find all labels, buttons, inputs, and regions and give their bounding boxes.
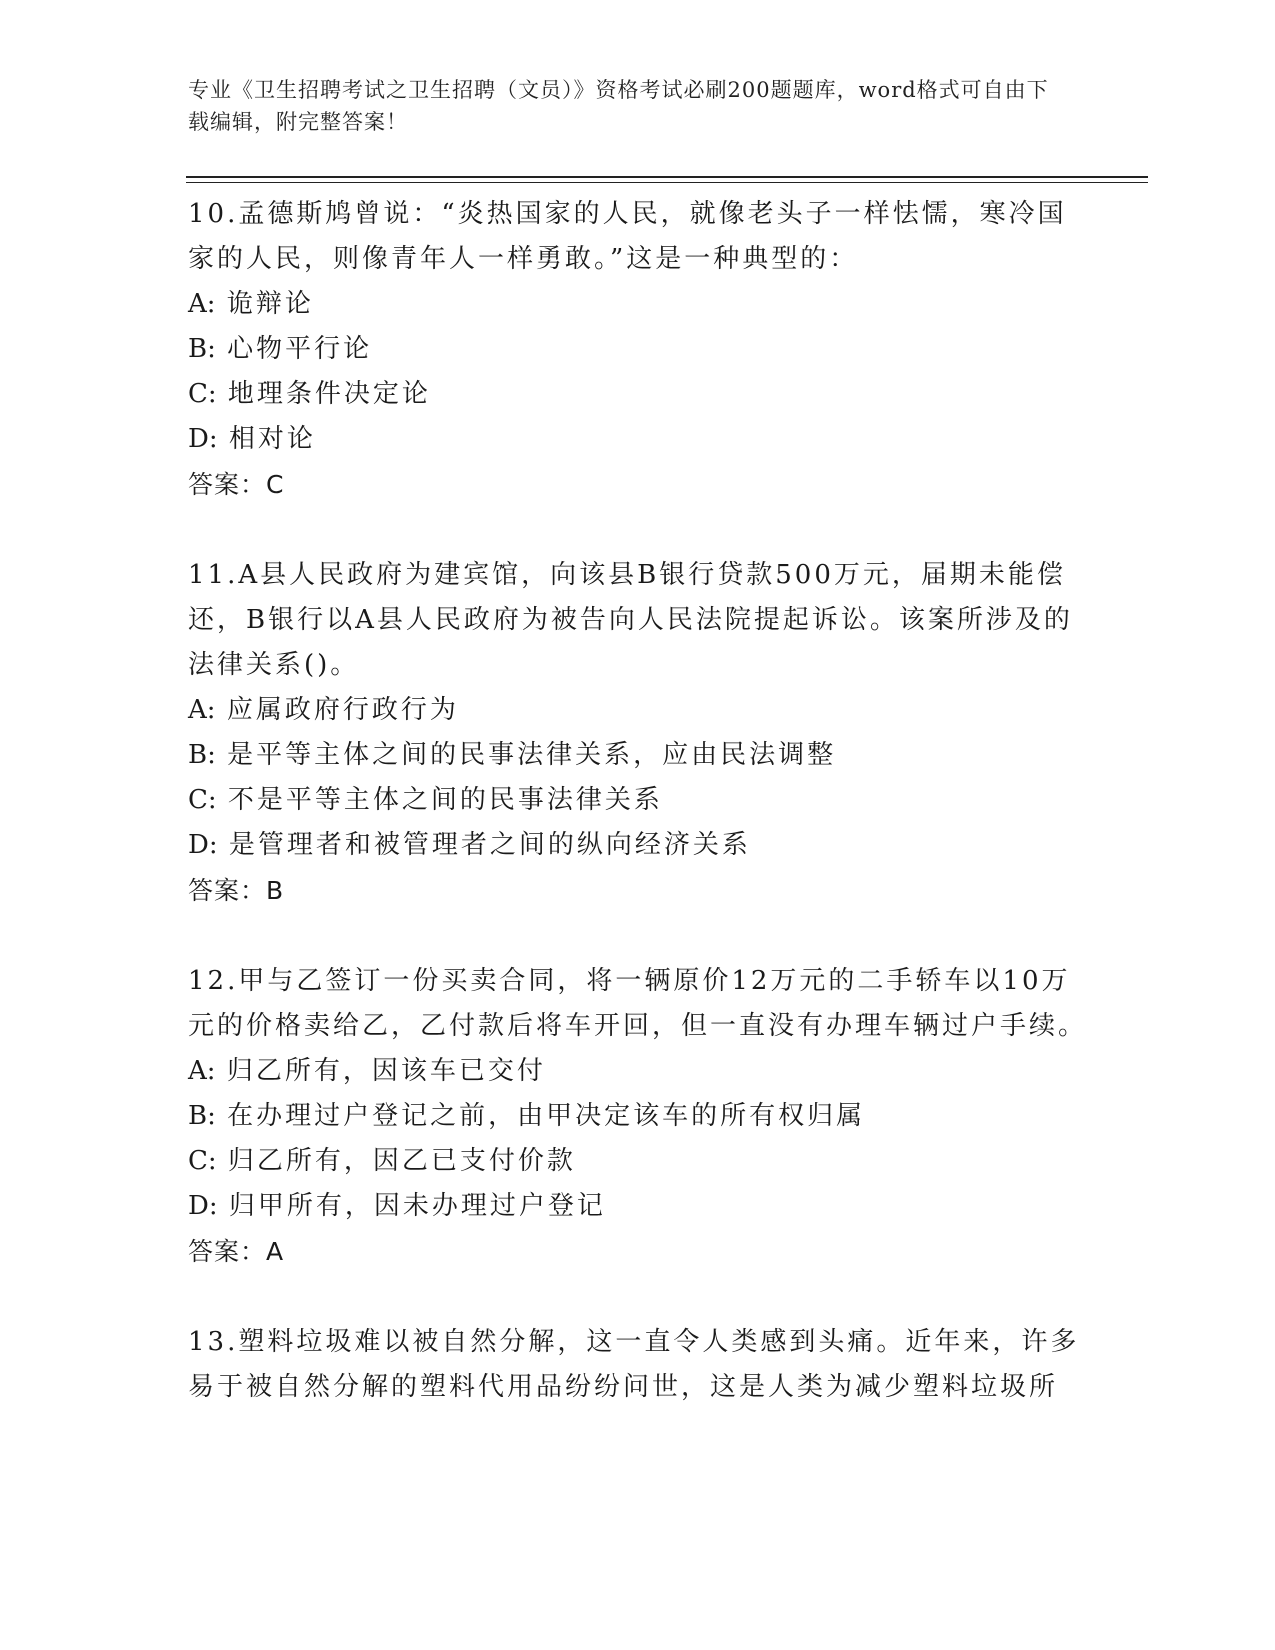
option-text: 归乙所有，因该车已交付 — [226, 1056, 546, 1086]
option-key: A: — [188, 289, 216, 319]
option-d — [188, 417, 1088, 462]
option-text: 应属政府行政行为 — [226, 695, 459, 725]
question-10 — [188, 192, 1088, 507]
option-text: 归甲所有，因未办理过户登记 — [228, 1191, 606, 1221]
option-text: 相对论 — [228, 424, 316, 454]
answer-line: 答案：A — [188, 1237, 285, 1266]
option-key: D: — [188, 424, 218, 454]
option-text: 在办理过户登记之前，由甲决定该车的所有权归属 — [227, 1101, 866, 1131]
question-12 — [188, 959, 1088, 1274]
option-key: C: — [188, 785, 217, 815]
option-d — [188, 823, 1088, 868]
option-key: A: — [188, 695, 216, 725]
option-key: B: — [188, 1101, 216, 1131]
document-header: 专业《卫生招聘考试之卫生招聘（文员）》资格考试必刷200题题库，word格式可自由下载编辑，附完整答案！ — [188, 78, 1049, 134]
option-d — [188, 1184, 1088, 1229]
option-text: 不是平等主体之间的民事法律关系 — [227, 785, 663, 815]
option-text: 心物平行论 — [227, 334, 373, 364]
question-stem: 12.甲与乙签订一份买卖合同，将一辆原价12万元的二手轿车以10万元的价格卖给乙，乙付款后将车开回，但一直没有办理车辆过户手续。 — [188, 966, 1088, 1041]
option-key: D: — [188, 1191, 218, 1221]
question-13 — [188, 1320, 1088, 1410]
option-b — [188, 733, 1088, 778]
option-b — [188, 1094, 1088, 1139]
option-key: D: — [188, 830, 218, 860]
option-text: 归乙所有，因乙已支付价款 — [227, 1146, 576, 1176]
option-c — [188, 372, 1088, 417]
option-key: C: — [188, 379, 217, 409]
option-key: C: — [188, 1146, 217, 1176]
option-b — [188, 327, 1088, 372]
question-stem: 10.孟德斯鸠曾说：“炎热国家的人民，就像老头子一样怯懦，寒冷国家的人民，则像青年人一样勇敢。”这是一种典型的： — [188, 199, 1067, 274]
option-a — [188, 688, 1088, 733]
option-text: 诡辩论 — [226, 289, 314, 319]
question-list — [188, 192, 1088, 1456]
option-key: B: — [188, 334, 216, 364]
option-text: 是平等主体之间的民事法律关系，应由民法调整 — [227, 740, 837, 770]
header-divider-thick — [186, 176, 1148, 178]
option-text: 是管理者和被管理者之间的纵向经济关系 — [228, 830, 751, 860]
option-key: B: — [188, 740, 216, 770]
option-c — [188, 778, 1088, 823]
option-key: A: — [188, 1056, 216, 1086]
answer-line: 答案：C — [188, 470, 285, 499]
option-text: 地理条件决定论 — [227, 379, 431, 409]
option-a — [188, 1049, 1088, 1094]
header-divider-thin — [186, 182, 1148, 183]
option-a — [188, 282, 1088, 327]
question-stem: 13.塑料垃圾难以被自然分解，这一直令人类感到头痛。近年来，许多易于被自然分解的塑料代用品纷纷问世，这是人类为减少塑料垃圾所 — [188, 1327, 1080, 1402]
question-stem: 11.A县人民政府为建宾馆，向该县B银行贷款500万元，届期未能偿还，B银行以A县人民政府为被告向人民法院提起诉讼。该案所涉及的法律关系()。 — [188, 560, 1073, 680]
answer-line: 答案：B — [188, 876, 285, 905]
question-11 — [188, 553, 1088, 913]
option-c — [188, 1139, 1088, 1184]
